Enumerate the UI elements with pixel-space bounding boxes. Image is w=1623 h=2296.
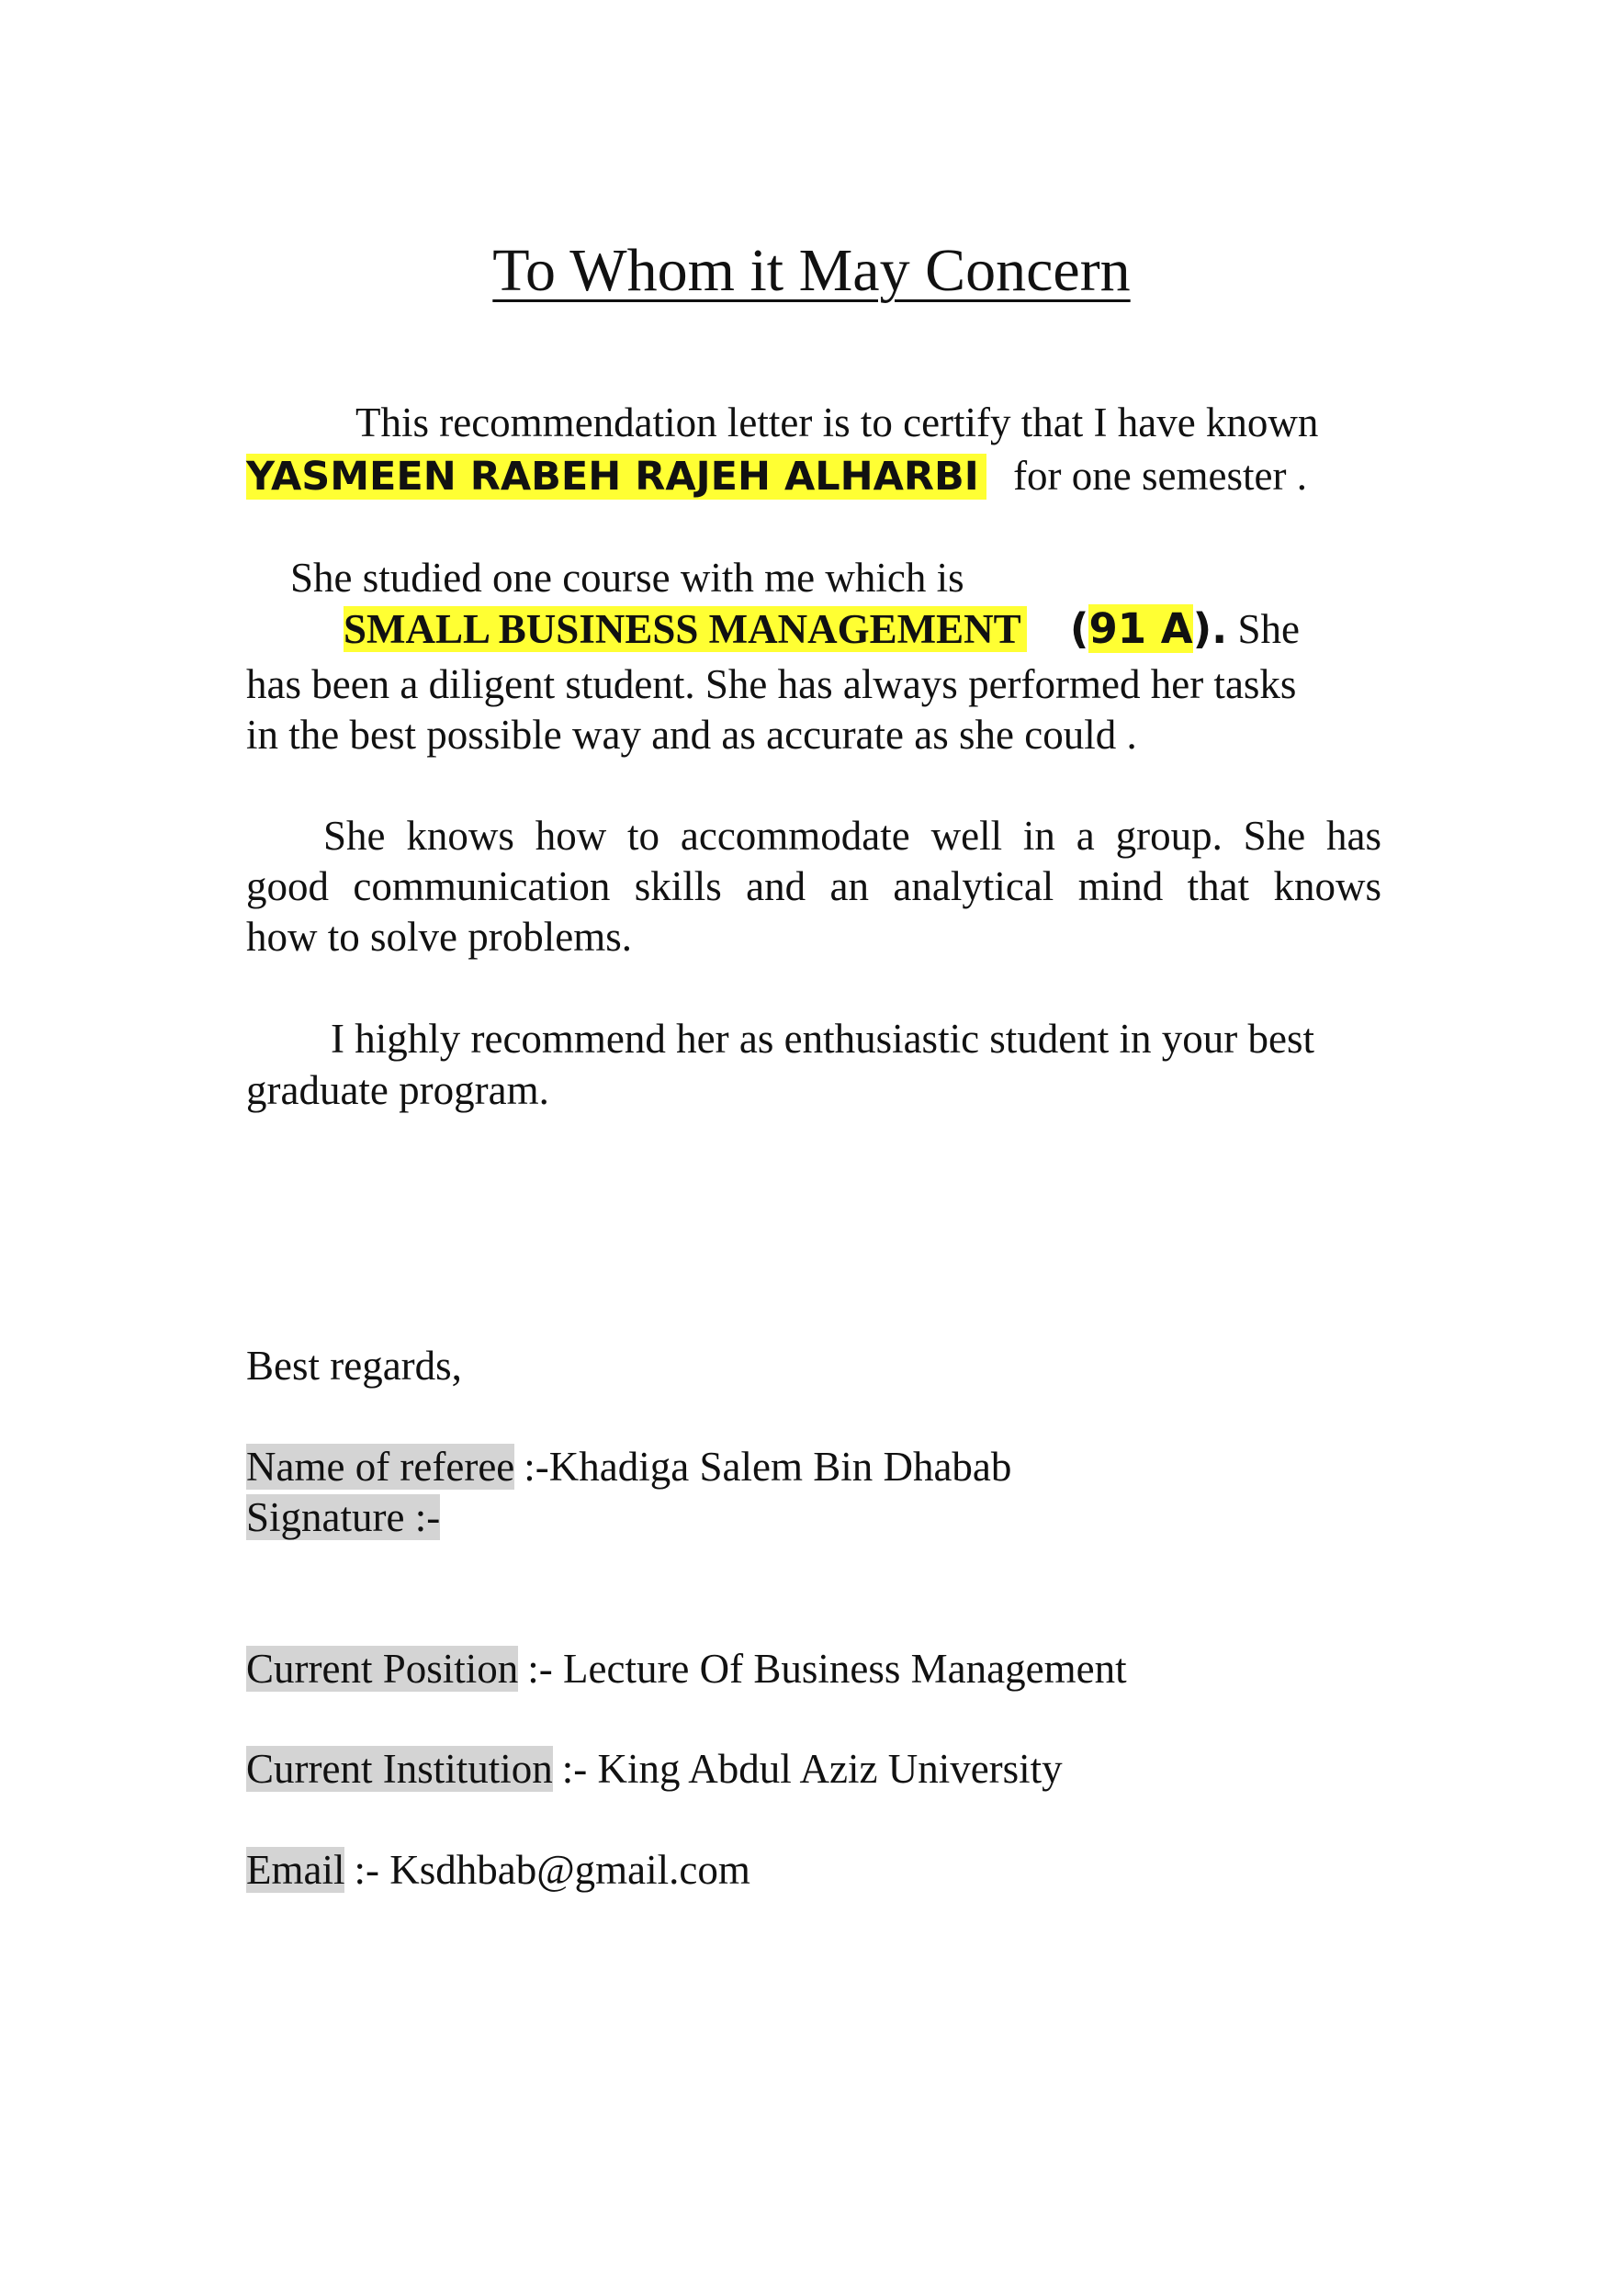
signature-row xyxy=(246,1491,440,1543)
course-name: SMALL BUSINESS MANAGEMENT xyxy=(344,606,1027,652)
para1-line2 xyxy=(246,450,1307,502)
referee-name-row xyxy=(246,1441,1011,1492)
para3-line1: She knows how to accommodate well in a group. She has xyxy=(323,813,1381,859)
para4-line2: graduate program. xyxy=(246,1067,549,1113)
para4-line1: I highly recommend her as enthusiastic student in your best xyxy=(331,1016,1315,1062)
grade-paren-open: ( xyxy=(1069,604,1089,653)
title-text: To Whom it May Concern xyxy=(492,237,1131,304)
email-value: :- Ksdhbab@gmail.com xyxy=(354,1847,750,1893)
institution-row xyxy=(246,1743,1063,1795)
student-name: YASMEEN RABEH RAJEH ALHARBI xyxy=(246,454,986,500)
para1-line2-tail: for one semester . xyxy=(1013,453,1307,499)
course-grade: 91 A xyxy=(1088,604,1193,653)
para1-line1: This recommendation letter is to certify that I have known xyxy=(355,400,1319,445)
institution-label: Current Institution xyxy=(246,1746,553,1792)
email-row xyxy=(246,1844,750,1896)
para2-line3: has been a diligent student. She has always performed her tasks xyxy=(246,661,1297,707)
para2-line2-tail: She xyxy=(1237,606,1301,652)
grade-paren-close: ). xyxy=(1192,604,1228,653)
letter-title xyxy=(0,234,1623,308)
para2-line1: She studied one course with me which is xyxy=(290,555,964,601)
closing: Best regards, xyxy=(246,1343,462,1389)
referee-name-value: :-Khadiga Salem Bin Dhabab xyxy=(524,1444,1012,1490)
signature-label: Signature :- xyxy=(246,1494,441,1540)
para2-line2 xyxy=(344,603,1300,655)
institution-value: :- King Abdul Aziz University xyxy=(561,1746,1063,1792)
para3-line3: how to solve problems. xyxy=(246,914,632,960)
para3-line2: good communication skills and an analytical mind that knows xyxy=(246,863,1381,909)
referee-name-label: Name of referee xyxy=(246,1444,515,1490)
email-label: Email xyxy=(246,1847,345,1893)
position-row xyxy=(246,1643,1127,1694)
para2-line4: in the best possible way and as accurate as she could . xyxy=(246,712,1137,758)
position-value: :- Lecture Of Business Management xyxy=(527,1646,1127,1692)
position-label: Current Position xyxy=(246,1646,519,1692)
